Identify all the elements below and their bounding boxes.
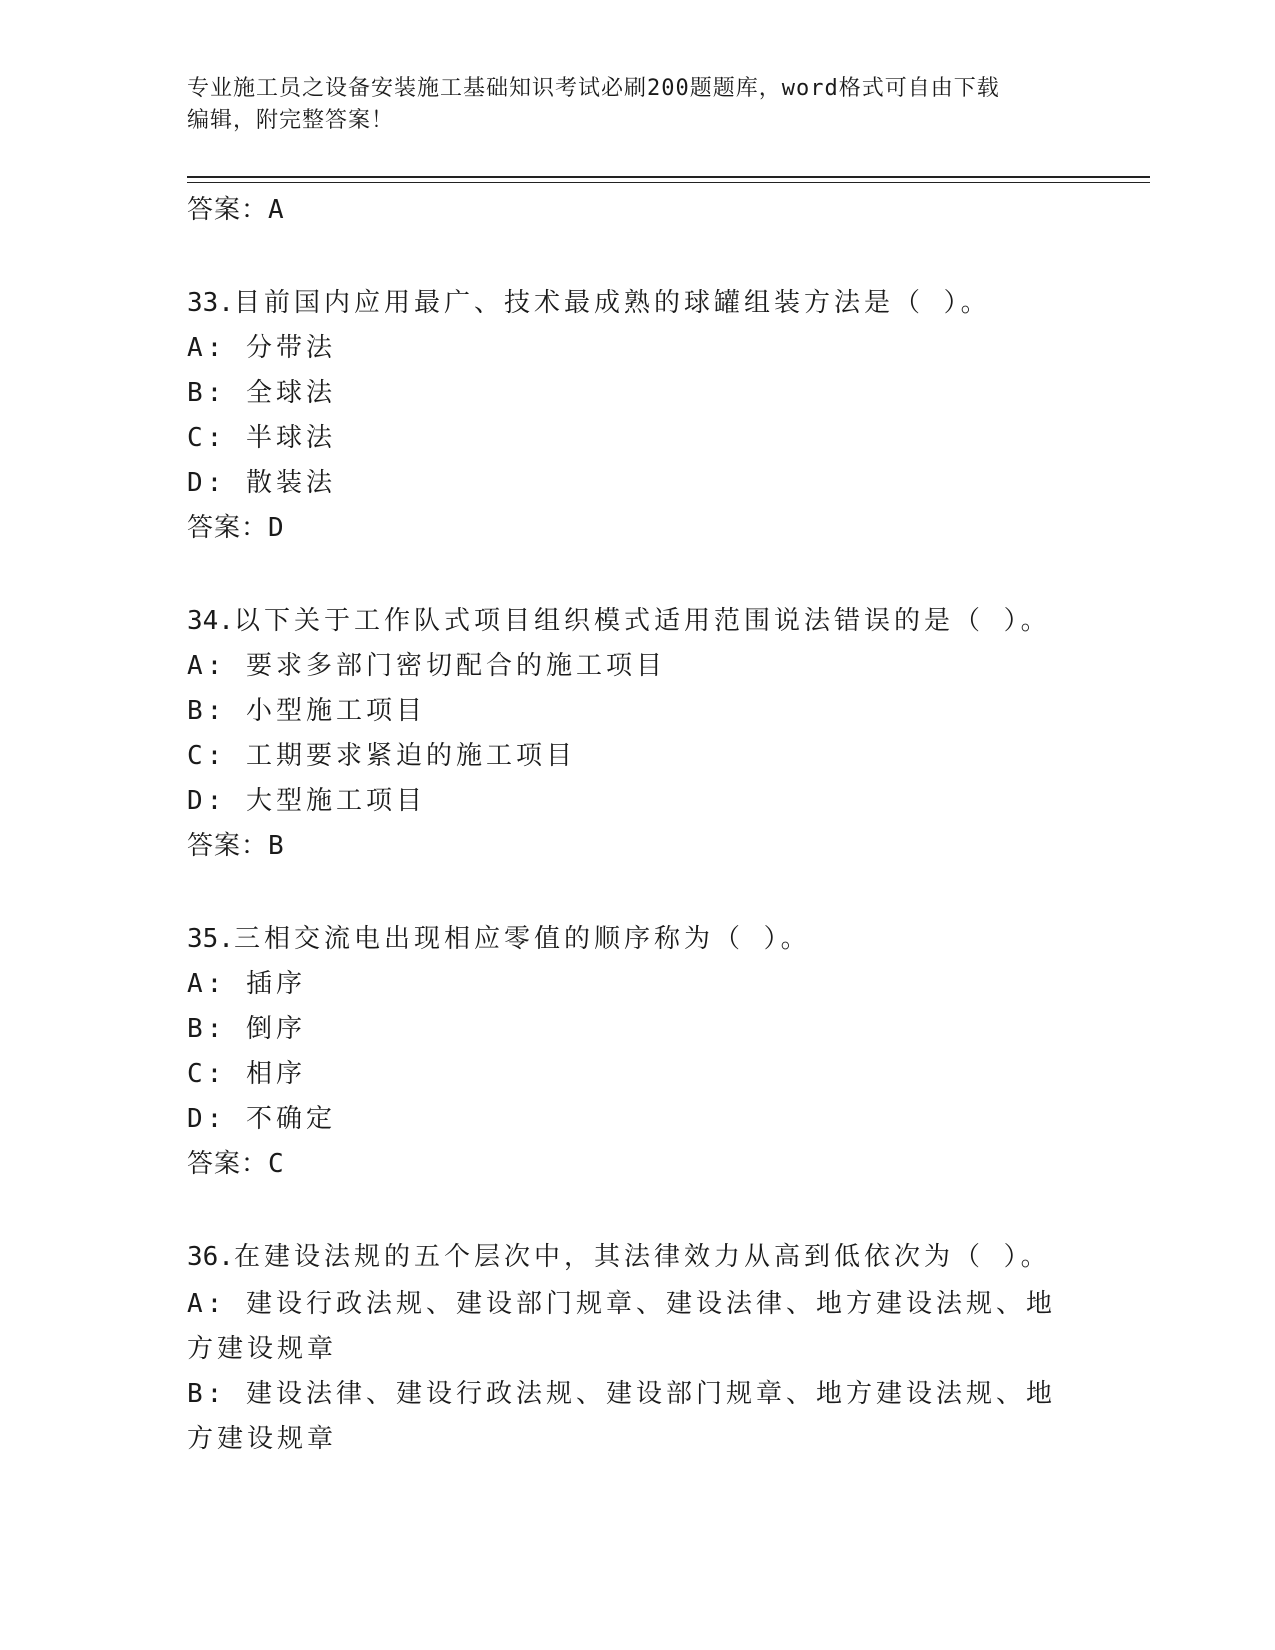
- option-d: [187, 463, 1087, 508]
- question-number: 33.: [187, 288, 234, 318]
- answer-label: 答案：: [187, 195, 269, 225]
- option-text: 全球法: [245, 378, 336, 408]
- option-d: [187, 781, 1087, 826]
- option-b: [187, 1009, 1087, 1054]
- question-list: [187, 190, 1087, 1462]
- option-text: 分带法: [245, 333, 336, 363]
- answer-value: B: [268, 831, 285, 861]
- option-d: [187, 1099, 1087, 1144]
- option-c: [187, 736, 1087, 781]
- question-stem: [187, 1237, 1087, 1282]
- header-line-2: 编辑，附完整答案！: [187, 108, 395, 133]
- option-b: [187, 373, 1087, 418]
- answer-label: 答案：: [187, 831, 269, 861]
- option-key: D:: [187, 468, 227, 498]
- header-divider-thick: [187, 176, 1150, 178]
- question-number: 35.: [187, 924, 234, 954]
- previous-answer: [187, 190, 1087, 235]
- question-text: 三相交流电出现相应零值的顺序称为（ ）。: [233, 924, 811, 954]
- option-text: 相序: [245, 1059, 306, 1089]
- option-a: [187, 964, 1087, 1009]
- question-block-34: [187, 601, 1087, 871]
- option-text: 小型施工项目: [245, 696, 426, 726]
- question-stem: [187, 919, 1087, 964]
- option-text: 不确定: [245, 1104, 336, 1134]
- option-a: [187, 646, 1087, 691]
- option-text: 建设行政法规、建设部门规章、建设法律、地方建设法规、地方建设规章: [187, 1289, 1056, 1364]
- question-block-35: [187, 919, 1087, 1189]
- option-key: A:: [187, 1289, 227, 1319]
- option-text: 要求多部门密切配合的施工项目: [245, 651, 666, 681]
- question-stem: [187, 283, 1087, 328]
- answer-label: 答案：: [187, 513, 269, 543]
- option-c: [187, 418, 1087, 463]
- answer-line: [187, 826, 1087, 871]
- option-text: 插序: [245, 969, 306, 999]
- option-key: C:: [187, 423, 227, 453]
- option-key: D:: [187, 786, 227, 816]
- option-text: 工期要求紧迫的施工项目: [245, 741, 576, 771]
- option-key: D:: [187, 1104, 227, 1134]
- option-b: [187, 1372, 1067, 1462]
- question-text: 以下关于工作队式项目组织模式适用范围说法错误的是（ ）。: [233, 606, 1051, 636]
- answer-value: A: [268, 195, 285, 225]
- header-line-1: 专业施工员之设备安装施工基础知识考试必刷200题题库，word格式可自由下载: [187, 76, 1000, 101]
- option-a: [187, 328, 1087, 373]
- option-text: 散装法: [245, 468, 336, 498]
- option-key: B:: [187, 1014, 227, 1044]
- question-block-33: [187, 283, 1087, 553]
- question-block-36: [187, 1237, 1087, 1462]
- option-text: 倒序: [245, 1014, 306, 1044]
- answer-value: D: [268, 513, 285, 543]
- question-number: 34.: [187, 606, 234, 636]
- answer-label: 答案：: [187, 1149, 269, 1179]
- question-text: 在建设法规的五个层次中，其法律效力从高到低依次为（ ）。: [233, 1242, 1051, 1272]
- option-c: [187, 1054, 1087, 1099]
- option-key: C:: [187, 741, 227, 771]
- option-key: B:: [187, 378, 227, 408]
- option-b: [187, 691, 1087, 736]
- option-key: B:: [187, 696, 227, 726]
- option-key: A:: [187, 333, 227, 363]
- question-number: 36.: [187, 1242, 234, 1272]
- document-header: [187, 73, 1087, 137]
- question-stem: [187, 601, 1087, 646]
- option-key: C:: [187, 1059, 227, 1089]
- option-text: 半球法: [245, 423, 336, 453]
- option-key: A:: [187, 651, 227, 681]
- question-text: 目前国内应用最广、技术最成熟的球罐组装方法是（ ）。: [233, 288, 991, 318]
- option-key: B:: [187, 1379, 227, 1409]
- answer-line: [187, 508, 1087, 553]
- answer-value: C: [268, 1149, 285, 1179]
- header-divider-thin: [187, 182, 1150, 183]
- option-a: [187, 1282, 1067, 1372]
- option-text: 建设法律、建设行政法规、建设部门规章、地方建设法规、地方建设规章: [187, 1379, 1056, 1454]
- option-text: 大型施工项目: [245, 786, 426, 816]
- option-key: A:: [187, 969, 227, 999]
- answer-line: [187, 1144, 1087, 1189]
